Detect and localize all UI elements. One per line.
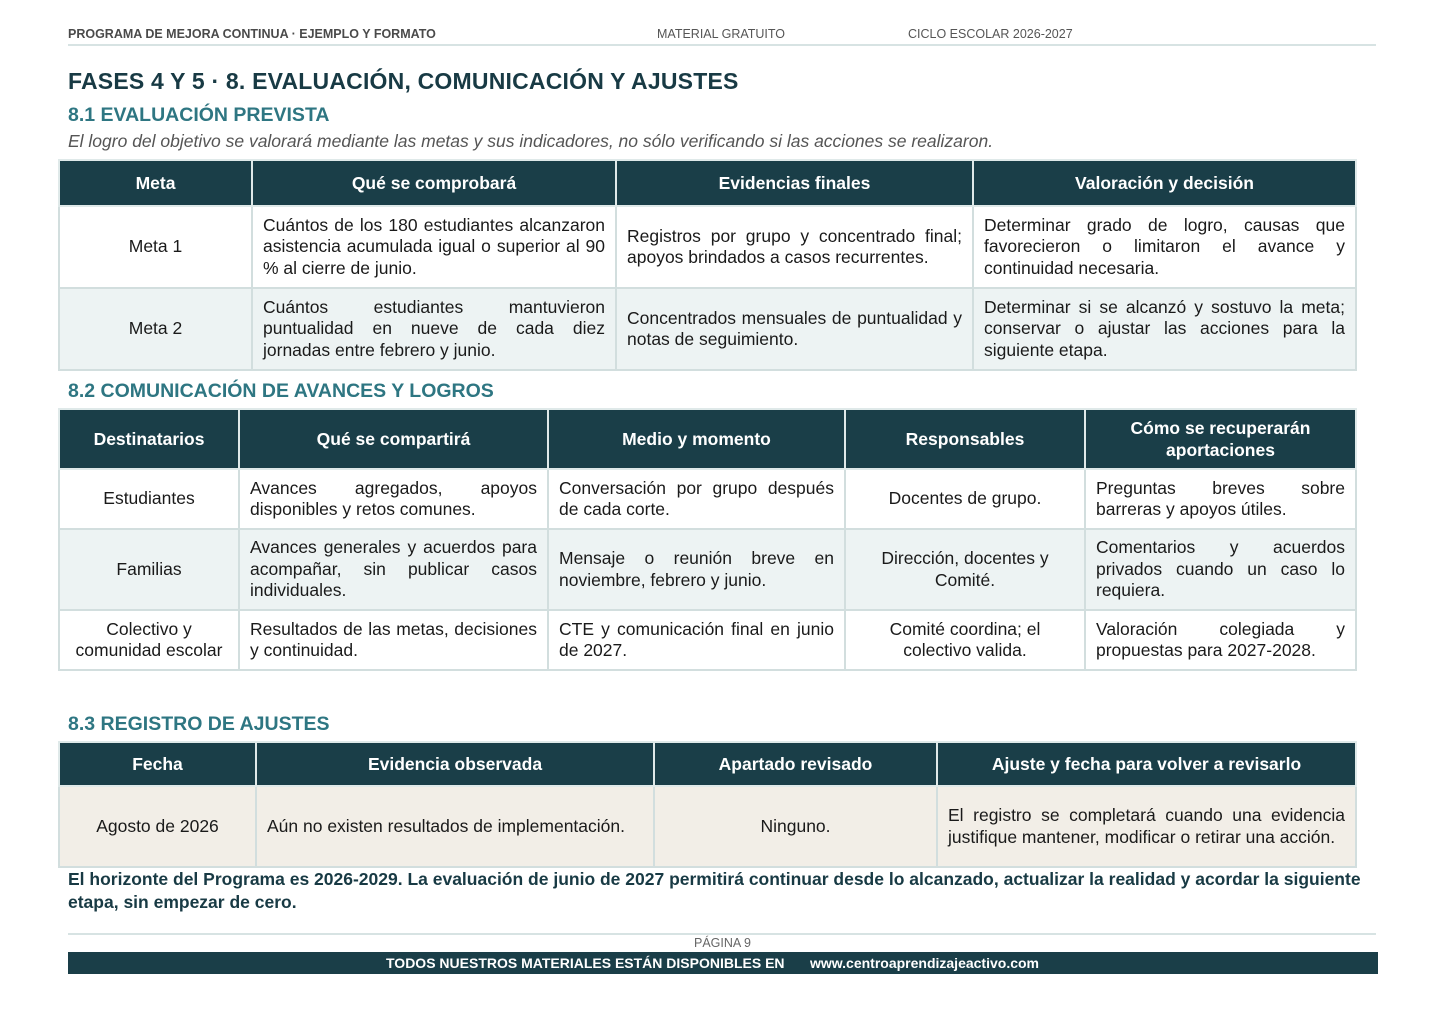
column-header: Destinatarios: [59, 409, 239, 469]
page-title: FASES 4 Y 5 · 8. EVALUACIÓN, COMUNICACIÓN Y AJUSTES: [68, 68, 739, 94]
column-header: Medio y momento: [548, 409, 845, 469]
column-header: Valoración y decisión: [973, 160, 1356, 206]
header-cycle: CICLO ESCOLAR 2026-2027: [908, 27, 1073, 41]
section-heading-comunicacion: 8.2 COMUNICACIÓN DE AVANCES Y LOGROS: [68, 380, 494, 402]
page-number: PÁGINA 9: [694, 936, 751, 950]
table-cell: Preguntas breves sobre barreras y apoyos útiles.: [1085, 469, 1356, 529]
table-cell: Comité coordina; el colectivo valida.: [845, 610, 1085, 670]
footer-text: TODOS NUESTROS MATERIALES ESTÁN DISPONIBLES EN: [386, 955, 785, 971]
table-cell: El registro se completará cuando una evidencia justifique mantener, modificar o retirar una acción.: [937, 786, 1356, 867]
table-cell: Determinar si se alcanzó y sostuvo la meta; conservar o ajustar las acciones para la siguiente etapa.: [973, 288, 1356, 370]
table-cell: Mensaje o reunión breve en noviembre, febrero y junio.: [548, 529, 845, 610]
column-header: Evidencia observada: [256, 742, 654, 786]
table-cell: Dirección, docentes y Comité.: [845, 529, 1085, 610]
page-header: [68, 27, 1376, 46]
table-cell: Ninguno.: [654, 786, 937, 867]
footer-divider: [68, 933, 1376, 935]
section-heading-evaluacion: 8.1 EVALUACIÓN PREVISTA: [68, 104, 330, 126]
table-row: [59, 288, 1356, 370]
table-cell: Aún no existen resultados de implementación.: [256, 786, 654, 867]
footer-link[interactable]: www.centroaprendizajeactivo.com: [810, 955, 1039, 971]
table-header-row: [59, 160, 1356, 206]
column-header: Evidencias finales: [616, 160, 973, 206]
column-header: Responsables: [845, 409, 1085, 469]
table-header-row: [59, 409, 1356, 469]
header-program: PROGRAMA DE MEJORA CONTINUA · EJEMPLO Y FORMATO: [68, 27, 436, 41]
table-cell: Familias: [59, 529, 239, 610]
column-header: Qué se compartirá: [239, 409, 548, 469]
column-header: Cómo se recuperarán aportaciones: [1085, 409, 1356, 469]
table-cell: Agosto de 2026: [59, 786, 256, 867]
table-row: [59, 206, 1356, 288]
table-cell: Cuántos de los 180 estudiantes alcanzaron asistencia acumulada igual o superior al 90 % al cierre de junio.: [252, 206, 616, 288]
section-intro: El logro del objetivo se valorará mediante las metas y sus indicadores, no sólo verificando si las acciones se realizaron.: [68, 131, 994, 151]
table-cell: Meta 2: [59, 288, 252, 370]
adjustments-table: [58, 741, 1357, 868]
table-row: [59, 610, 1356, 670]
table-row: [59, 529, 1356, 610]
column-header: Ajuste y fecha para volver a revisarlo: [937, 742, 1356, 786]
table-cell: Valoración colegiada y propuestas para 2027-2028.: [1085, 610, 1356, 670]
column-header: Qué se comprobará: [252, 160, 616, 206]
table-cell: Registros por grupo y concentrado final; apoyos brindados a casos recurrentes.: [616, 206, 973, 288]
table-row: [59, 786, 1356, 867]
header-material: MATERIAL GRATUITO: [657, 27, 786, 41]
communication-table: [58, 408, 1357, 671]
table-cell: Meta 1: [59, 206, 252, 288]
column-header: Apartado revisado: [654, 742, 937, 786]
table-cell: Conversación por grupo después de cada corte.: [548, 469, 845, 529]
conclusion-text: El horizonte del Programa es 2026-2029. La evaluación de junio de 2027 permitirá continuar desde lo alcanzado, actualizar la realidad y acordar la siguiente etapa, sin empezar de cero.: [68, 869, 1361, 912]
section-heading-ajustes: 8.3 REGISTRO DE AJUSTES: [68, 713, 330, 735]
column-header: Fecha: [59, 742, 256, 786]
table-cell: Colectivo y comunidad escolar: [59, 610, 239, 670]
evaluation-table: [58, 159, 1357, 371]
table-cell: Resultados de las metas, decisiones y continuidad.: [239, 610, 548, 670]
table-cell: Estudiantes: [59, 469, 239, 529]
column-header: Meta: [59, 160, 252, 206]
table-cell: Concentrados mensuales de puntualidad y notas de seguimiento.: [616, 288, 973, 370]
table-row: [59, 469, 1356, 529]
table-cell: Docentes de grupo.: [845, 469, 1085, 529]
table-cell: Cuántos estudiantes mantuvieron puntualidad en nueve de cada diez jornadas entre febrero y junio.: [252, 288, 616, 370]
table-cell: Avances generales y acuerdos para acompañar, sin publicar casos individuales.: [239, 529, 548, 610]
table-cell: Avances agregados, apoyos disponibles y retos comunes.: [239, 469, 548, 529]
table-header-row: [59, 742, 1356, 786]
table-cell: CTE y comunicación final en junio de 2027.: [548, 610, 845, 670]
table-cell: Determinar grado de logro, causas que favorecieron o limitaron el avance y continuidad necesaria.: [973, 206, 1356, 288]
table-cell: Comentarios y acuerdos privados cuando un caso lo requiera.: [1085, 529, 1356, 610]
footer-banner: [68, 952, 1378, 974]
